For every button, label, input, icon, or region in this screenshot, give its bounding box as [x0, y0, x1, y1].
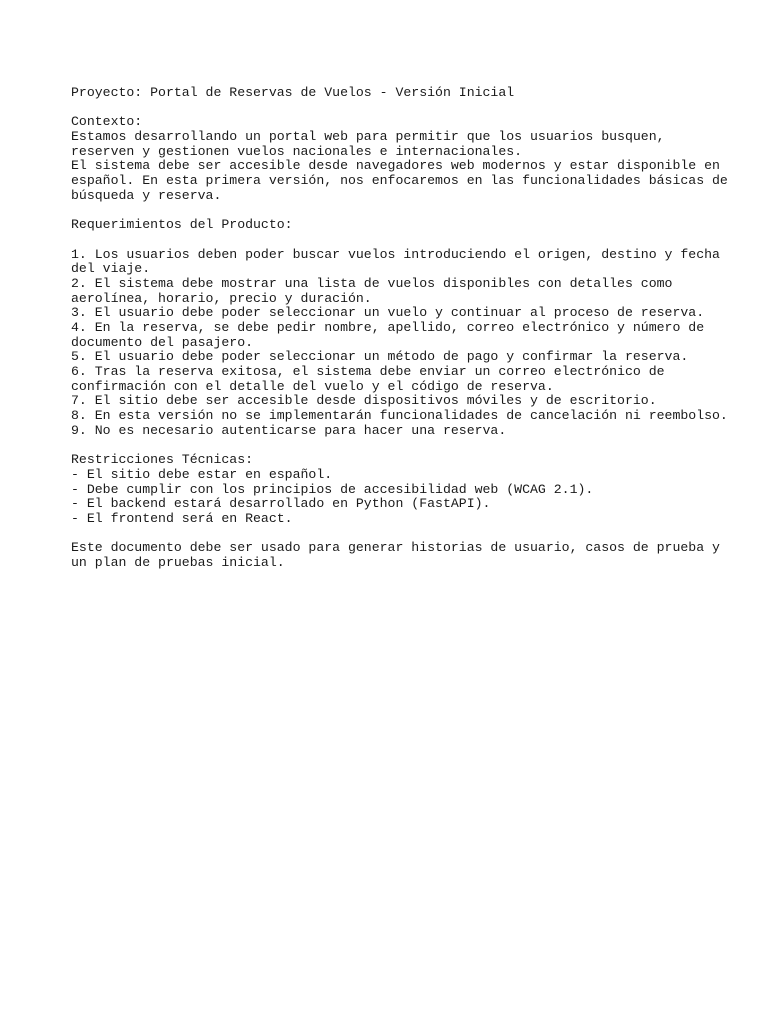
spacer [71, 439, 731, 454]
requirement-line: confirmación con el detalle del vuelo y el código de reserva. [71, 378, 554, 394]
requirement-line: 5. El usuario debe poder seleccionar un método de pago y confirmar la reserva. [71, 349, 689, 365]
context-line: Estamos desarrollando un portal web para permitir que los usuarios busquen, [71, 129, 665, 145]
context-heading: Contexto: [71, 114, 143, 130]
restriction-line: - El frontend será en React. [71, 510, 293, 526]
document-body [71, 86, 731, 571]
requirement-line: 8. En esta versión no se implementarán funcionalidades de cancelación ni reembolso. [71, 408, 728, 424]
context-line: reserven y gestionen vuelos nacionales e internacionales. [71, 143, 523, 159]
requirement-line: 1. Los usuarios deben poder buscar vuelos introduciendo el origen, destino y fecha [71, 246, 720, 262]
restriction-line: - El sitio debe estar en español. [71, 466, 333, 482]
spacer [71, 101, 731, 116]
requirement-line: 2. El sistema debe mostrar una lista de vuelos disponibles con detalles como [71, 275, 673, 291]
restriction-line: - Debe cumplir con los principios de accesibilidad web (WCAG 2.1). [71, 481, 594, 497]
requirement-line: del viaje. [71, 261, 151, 277]
spacer [71, 204, 731, 219]
closing-line: un plan de pruebas inicial. [71, 555, 285, 570]
requirement-line: 3. El usuario debe poder seleccionar un vuelo y continuar al proceso de reserva. [71, 305, 705, 321]
context-line: búsqueda y reserva. [71, 187, 222, 203]
document-title: Proyecto: Portal de Reservas de Vuelos - Versión Inicial [71, 85, 515, 100]
requirement-line: aerolínea, horario, precio y duración. [71, 290, 372, 306]
requirements-heading: Requerimientos del Producto: [71, 217, 293, 233]
requirement-line: documento del pasajero. [71, 334, 254, 350]
context-line: El sistema debe ser accesible desde navegadores web modernos y estar disponible en [71, 158, 720, 174]
requirement-line: 7. El sitio debe ser accesible desde dispositivos móviles y de escritorio. [71, 393, 657, 409]
requirement-line: 6. Tras la reserva exitosa, el sistema debe enviar un correo electrónico de [71, 364, 665, 380]
restriction-line: - El backend estará desarrollado en Python (FastAPI). [71, 496, 491, 512]
requirement-line: 4. En la reserva, se debe pedir nombre, apellido, correo electrónico y número de [71, 320, 705, 335]
spacer [71, 233, 731, 248]
restrictions-heading: Restricciones Técnicas: [71, 452, 254, 468]
context-line: español. En esta primera versión, nos enfocaremos en las funcionalidades básicas de [71, 173, 728, 189]
closing-line: Este documento debe ser usado para generar historias de usuario, casos de prueba y [71, 540, 720, 556]
spacer [71, 527, 731, 542]
requirement-line: 9. No es necesario autenticarse para hacer una reserva. [71, 422, 507, 438]
